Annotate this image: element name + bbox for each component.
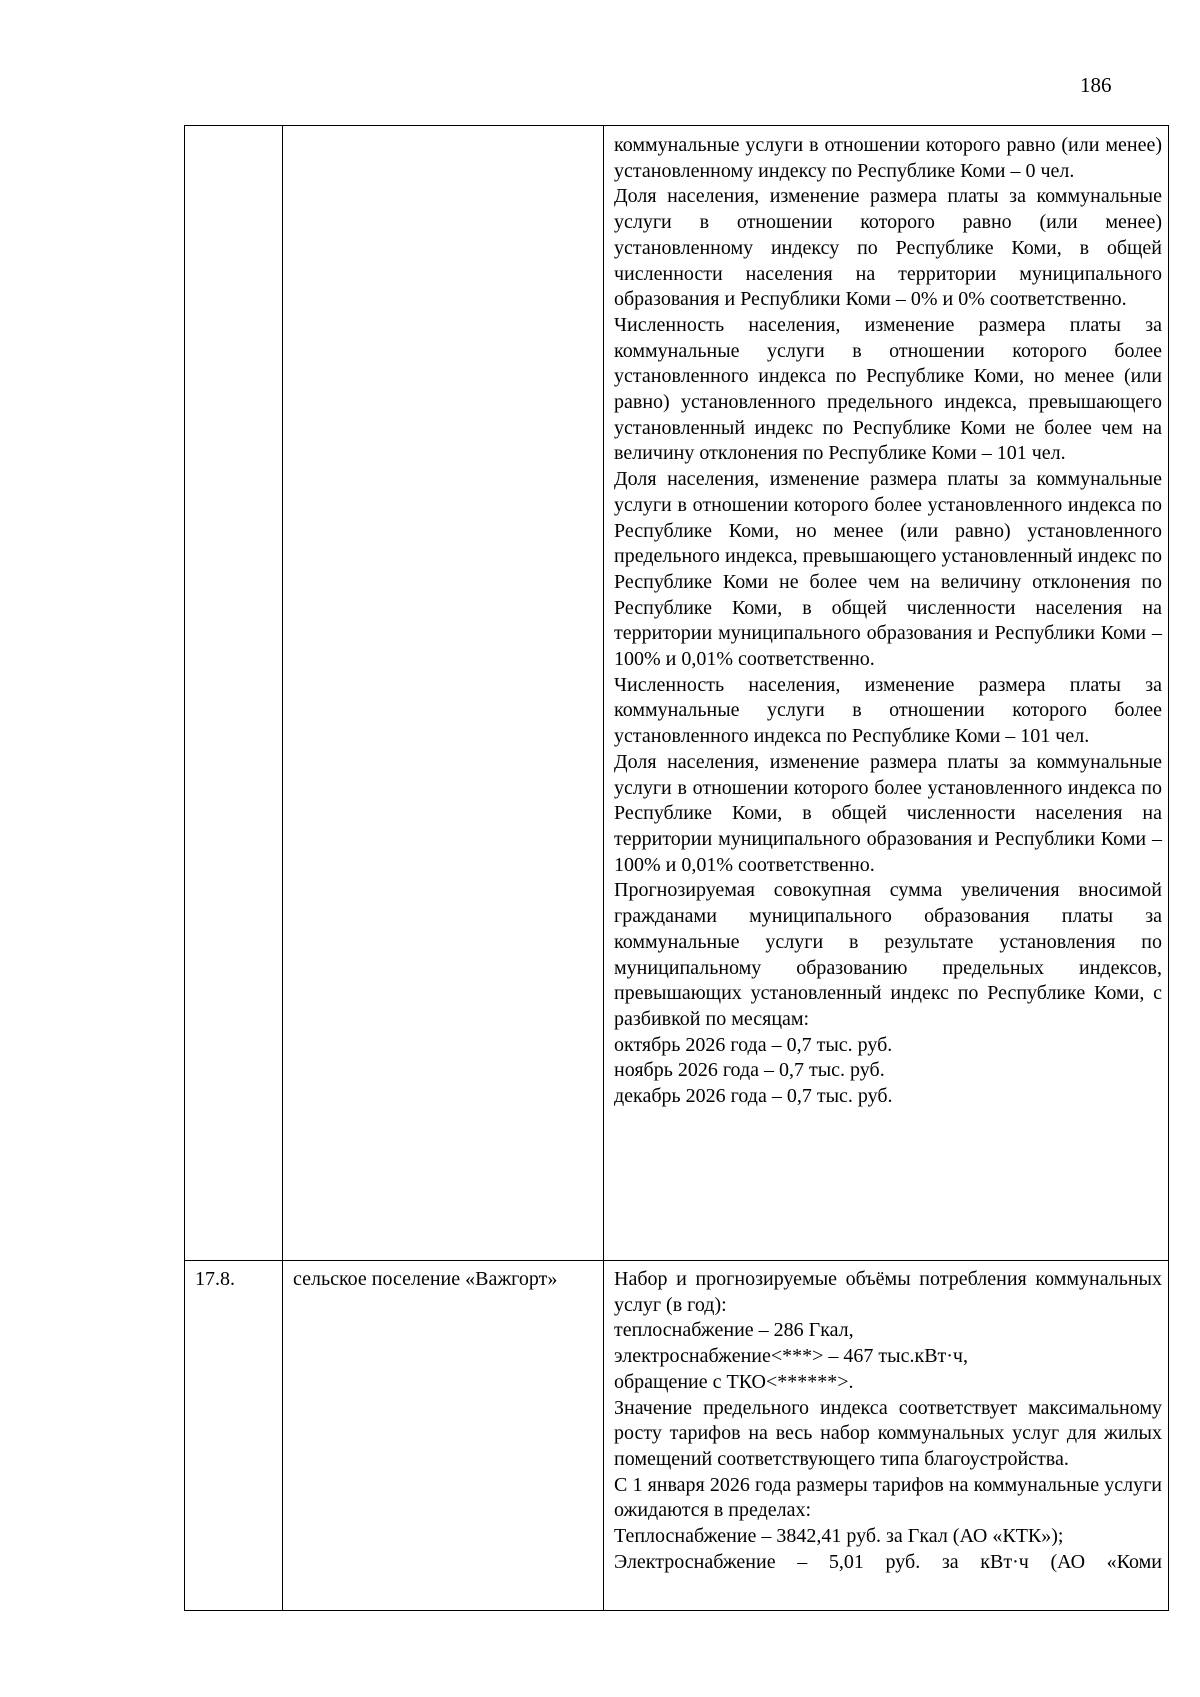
row-number-cell: 17.8. (185, 1261, 283, 1611)
paragraph: электроснабжение<***> – 467 тыс.кВт·ч, (614, 1345, 968, 1368)
paragraph: Доля населения, изменение размера платы за коммунальные услуги в отношении которого более установленного индекса по Республике Коми, но менее (или равно) установленного предельного индекса, превышающего установленный индекс по Республике Коми не более чем на величину отклонения по Республике Коми, в общей численности населения на территории муниципального образования и Республики Коми – 100% и 0,01% соответственно. (614, 468, 1162, 671)
description-cell (604, 1261, 1169, 1611)
paragraph: коммунальные услуги в отношении которого равно (или менее) установленному индексу по Республике Коми – 0 чел. (614, 134, 1162, 182)
table-row (185, 1261, 1169, 1611)
paragraph: С 1 января 2026 года размеры тарифов на коммунальные услуги ожидаются в пределах: (614, 1473, 1162, 1522)
municipality-name-cell (283, 126, 604, 1261)
paragraph: Теплоснабжение – 3842,41 руб. за Гкал (АО «КТК»); (614, 1525, 1064, 1548)
paragraph: ноябрь 2026 года – 0,7 тыс. руб. (614, 1059, 885, 1082)
paragraph: Набор и прогнозируемые объёмы потребления коммунальных услуг (в год): (614, 1268, 1162, 1316)
paragraph: Электроснабжение – 5,01 руб. за кВт·ч (АО «Коми (614, 1550, 1162, 1573)
municipal-index-table (184, 125, 1169, 1611)
page-number: 186 (1080, 73, 1112, 97)
paragraph: Доля населения, изменение размера платы за коммунальные услуги в отношении которого более установленного индекса по Республике Коми, в общей численности населения на территории муниципального образования и Республики Коми – 100% и 0,01% соответственно. (614, 750, 1162, 876)
paragraph: теплоснабжение – 286 Гкал, (614, 1319, 854, 1342)
paragraph: Численность населения, изменение размера платы за коммунальные услуги в отношении которого более установленного индекса по Республике Коми, но менее (или равно) установленного предельного индекса, превышающего установленный индекс по Республике Коми не более чем на величину отклонения по Республике Коми – 101 чел. (614, 313, 1162, 465)
paragraph: октябрь 2026 года – 0,7 тыс. руб. (614, 1033, 893, 1056)
row-number-cell (185, 126, 283, 1261)
paragraph: Численность населения, изменение размера платы за коммунальные услуги в отношении которого более установленного индекса по Республике Коми – 101 чел. (614, 673, 1162, 748)
paragraph: Значение предельного индекса соответствует максимальному росту тарифов на весь набор коммунальных услуг для жилых помещений соответствующего типа благоустройства. (614, 1396, 1162, 1470)
paragraph: Прогнозируемая совокупная сумма увеличения вносимой гражданами муниципального образования платы за коммунальные услуги в результате установления по муниципальному образованию предельных индексов, превышающих установленный индекс по Республике Коми, с разбивкой по месяцам: (614, 879, 1162, 1030)
paragraph: декабрь 2026 года – 0,7 тыс. руб. (614, 1085, 893, 1108)
table-row (185, 126, 1169, 1261)
description-cell (604, 126, 1169, 1261)
paragraph: Доля населения, изменение размера платы за коммунальные услуги в отношении которого равно (или менее) установленному индексу по Республике Коми, в общей численности населения на территории муниципального образования и Республики Коми – 0% и 0% соответственно. (614, 185, 1162, 311)
paragraph: обращение с ТКО<******>. (614, 1370, 854, 1393)
municipality-name-cell: сельское поселение «Важгорт» (283, 1261, 604, 1611)
